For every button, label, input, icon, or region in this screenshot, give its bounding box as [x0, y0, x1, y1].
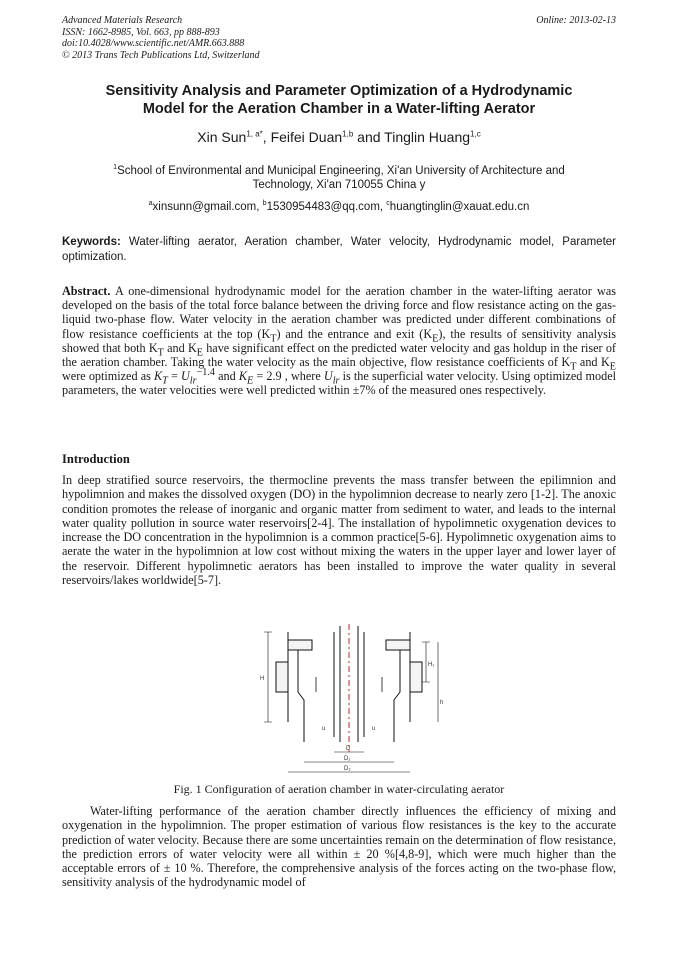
author-2-sup: 1,b [342, 129, 354, 139]
equation-symbol: U [323, 369, 333, 384]
equation-value: = 2.9 [253, 369, 282, 384]
author-3-sup: 1,c [470, 129, 481, 139]
right-inner-wall [394, 650, 400, 722]
email-a-sup: a [148, 200, 153, 208]
equation-symbol: K [238, 369, 248, 384]
equation-operator: = [167, 369, 181, 384]
equation-exponent: −1.4 [196, 367, 215, 379]
subscript: E [609, 361, 616, 373]
abstract-text: is the superficial water velocity. Using optimized model parameters, the water velocities were well predicted within ±7% of the measured ones respectively. [62, 369, 616, 398]
abstract-label: Abstract. [62, 284, 111, 298]
right-flange [386, 640, 410, 650]
intro-paragraph-1: In deep stratified source reservoirs, the thermocline prevents the mass transfer between the epilimnion and hypolimnion and makes the dissolved oxygen (DO) in the hypolimnion decrease to nearly zero [1-2]. The anoxic condition promotes the release of inorganic and organic matter from sediment to water, and leads to the internal water quality pollution in source water reservoirs[2-4]. The installation of hypolimnetic oxygenation devices to increase the DO concentration in the hypolimnion is a common practice[5-6]. Hypolimnetic oxygenation aims to aerate the water in the hypolimnion at low cost without mixing the waters in the upper layer and lower layer of the reservoir. Different hypolimnetic aerators has been installed to improve the water quality in several reservoirs/lakes worldwide[5-7]. [62, 473, 616, 588]
doi: doi:10.4028/www.scientific.net/AMR.663.888 [62, 38, 245, 49]
email-c: huangtinglin@xauat.edu.cn [389, 201, 530, 213]
label-u-left: u [322, 726, 326, 732]
left-box [276, 662, 288, 692]
left-inner-wall [298, 650, 304, 722]
figure-caption: Fig. 1 Configuration of aeration chamber in water-circulating aerator [173, 782, 505, 796]
journal-header [62, 15, 260, 61]
equation-symbol: K [154, 369, 163, 384]
abstract-text: and K [576, 355, 610, 370]
subscript: E [196, 347, 203, 359]
email-c-sup: c [386, 200, 390, 208]
intro-paragraph-2 [62, 804, 616, 890]
abstract [62, 284, 616, 398]
abstract-text: ), the results of sensitivity analysis showed that both K [62, 326, 617, 355]
journal-name: Advanced Materials Research [62, 15, 183, 26]
author-3: Tinglin Huang [384, 129, 471, 145]
label-D2: D₂ [344, 766, 351, 772]
right-box [410, 662, 422, 692]
author-1: Xin Sun [197, 129, 247, 145]
abstract-text: were optimized as [62, 369, 154, 384]
abstract-text: A one-dimensional hydrodynamic model for the aeration chamber in the water-lifting aerator was developed on the basis of the total force balance between the driving force and flow resistance acting on the gas-liquid two-phase flow. Water velocity in the aeration chamber was predicted under different combinations of flow resistance coefficients at the top (K [62, 284, 616, 341]
section-heading-introduction: Introduction [62, 452, 130, 466]
equation-subscript: lr [332, 375, 340, 387]
label-D1: D₁ [344, 756, 351, 762]
affiliation [62, 164, 616, 192]
keywords-text: Water-lifting aerator, Aeration chamber, Water velocity, Hydrodynamic model, Parameter optimization. [62, 236, 616, 263]
subscript: E [432, 333, 439, 345]
abstract-text: ) and the entrance and exit (K [276, 326, 433, 341]
abstract-text: and [215, 369, 239, 384]
author-2: Feifei Duan [270, 129, 343, 145]
equation-subscript: E [247, 375, 254, 387]
label-u-right: u [372, 726, 376, 732]
equation-subscript: T [162, 375, 168, 387]
label-h: h [440, 700, 444, 706]
equation-symbol: U [180, 369, 190, 384]
abstract-text: , where [281, 369, 324, 384]
affiliation-line-2: Technology, Xi'an 710055 China y [252, 179, 426, 191]
subscript: T [570, 361, 577, 373]
left-flange [288, 640, 312, 650]
aerator-configuration-figure [238, 622, 448, 778]
affiliation-line-1: School of Environmental and Municipal Engineering, Xi'an University of Architecture and [117, 165, 565, 177]
title-line-2: Model for the Aeration Chamber in a Water-lifting Aerator [142, 101, 536, 117]
author-1-sup: 1, a* [246, 129, 263, 139]
subscript: T [157, 347, 164, 359]
title-line-1: Sensitivity Analysis and Parameter Optimization of a Hydrodynamic [105, 83, 573, 99]
online-date: Online: 2013-02-13 [536, 15, 616, 26]
email-a: xinsunn@gmail.com, [152, 201, 263, 213]
abstract-text: have significant effect on the predicted water velocity and gas holdup in the riser of the aeration chamber. Taking the water velocity as the main objective, flow resistance coefficients of K [62, 340, 616, 370]
author-sep: , [262, 129, 271, 145]
email-b: 1530954483@qq.com, [266, 201, 387, 213]
keywords [62, 235, 616, 264]
label-H: H [260, 676, 265, 682]
label-H1: H₁ [428, 662, 435, 668]
issn: ISSN: 1662-8985, Vol. 663, pp 888-893 [62, 26, 220, 38]
label-D: D [346, 746, 351, 752]
abstract-text: and K [163, 340, 197, 355]
affiliation-sup: 1 [113, 164, 118, 172]
equation-subscript: lr [189, 375, 197, 387]
emails [62, 200, 616, 214]
subscript: T [270, 333, 277, 345]
dim-H [264, 632, 272, 722]
email-b-sup: b [262, 200, 267, 208]
intro-paragraph-2-text: Water-lifting performance of the aeration chamber directly influences the efficiency of mixing and oxygenation in the hypolimnion. The proper estimation of various flow resistances is the key to the accurate prediction of water velocity. Because there are some uncertainties remain on the determination of flow resistance, the prediction errors of water velocity were all within ± 20 %[4,8-9], which were much higher than the acceptable errors of ± 10 %. Therefore, the comprehensive analysis of the forces acting on the two-phase flow, sensitivity analysis of the hydrodynamic model of [62, 804, 616, 890]
keywords-label: Keywords: [62, 236, 121, 248]
authors [62, 128, 616, 146]
copyright: © 2013 Trans Tech Publications Ltd, Switzerland [62, 49, 260, 61]
paper-title [62, 82, 616, 118]
author-sep: and [353, 129, 385, 145]
